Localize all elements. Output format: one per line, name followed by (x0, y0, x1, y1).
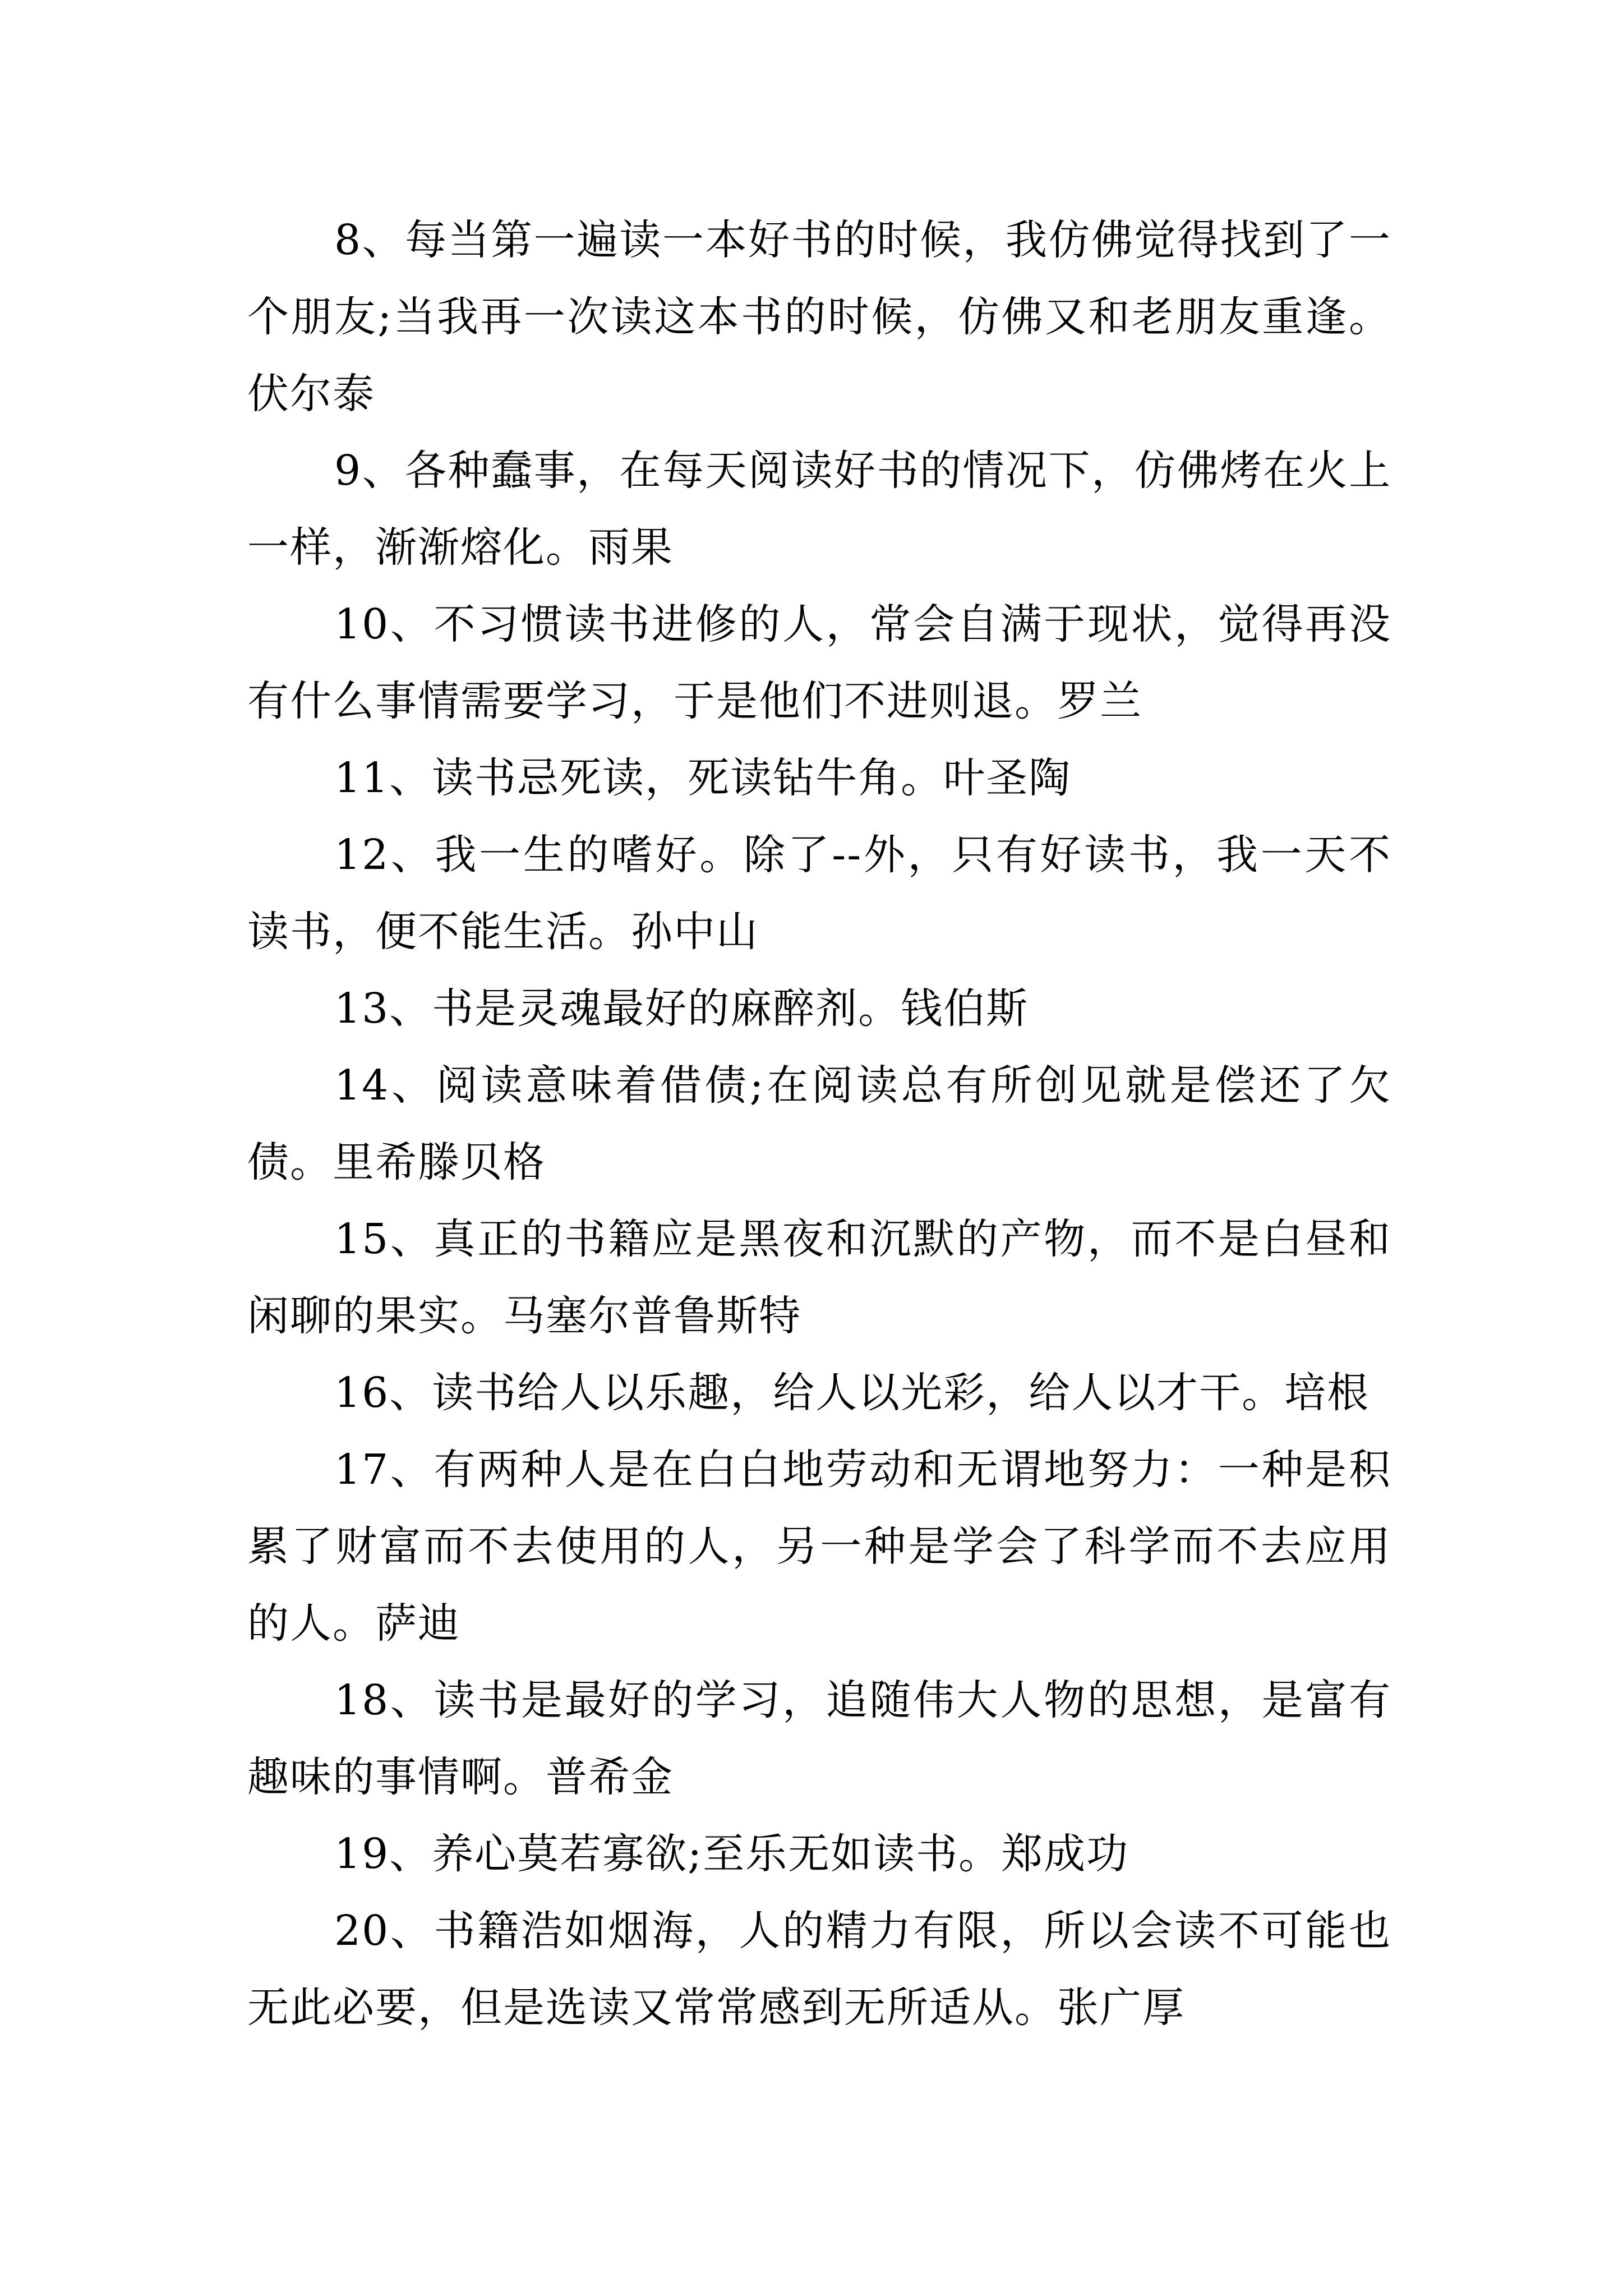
quote-paragraph-13: 13、书是灵魂最好的麻醉剂。钱伯斯 (334, 984, 1029, 1033)
quote-paragraph-17: 17、有两种人是在白白地劳动和无谓地努力：一种是积累了财富而不去使用的人，另一种是学会了科学而不去应用的人。萨迪 (247, 1446, 1391, 1648)
quote-paragraph-10: 10、不习惯读书进修的人，常会自满于现状，觉得再没有什么事情需要学习，于是他们不进则退。罗兰 (247, 600, 1391, 725)
quote-paragraph-11: 11、读书忌死读，死读钻牛角。叶圣陶 (334, 754, 1072, 802)
quote-paragraph-20: 20、书籍浩如烟海，人的精力有限，所以会读不可能也无此必要，但是选读又常常感到无所适从。张广厚 (247, 1907, 1391, 2032)
quote-paragraph-18: 18、读书是最好的学习，追随伟大人物的思想，是富有趣味的事情啊。普希金 (247, 1676, 1391, 1801)
quote-paragraph-9: 9、各种蠢事，在每天阅读好书的情况下，仿佛烤在火上一样，渐渐熔化。雨果 (247, 447, 1391, 572)
quote-paragraph-12: 12、我一生的嗜好。除了--外，只有好读书，我一天不读书，便不能生活。孙中山 (247, 831, 1391, 956)
quote-paragraph-16: 16、读书给人以乐趣，给人以光彩，给人以才干。培根 (334, 1369, 1370, 1417)
quote-paragraph-15: 15、真正的书籍应是黑夜和沉默的产物，而不是白昼和闲聊的果实。马塞尔普鲁斯特 (247, 1215, 1391, 1340)
quote-paragraph-8: 8、每当第一遍读一本好书的时候，我仿佛觉得找到了一个朋友;当我再一次读这本书的时候，仿佛又和老朋友重逢。伏尔泰 (247, 216, 1391, 418)
quote-paragraph-19: 19、养心莫若寡欲;至乐无如读书。郑成功 (334, 1830, 1129, 1878)
quote-paragraph-14: 14、阅读意味着借债;在阅读总有所创见就是偿还了欠债。里希滕贝格 (247, 1061, 1391, 1186)
document-body (247, 202, 1391, 2046)
